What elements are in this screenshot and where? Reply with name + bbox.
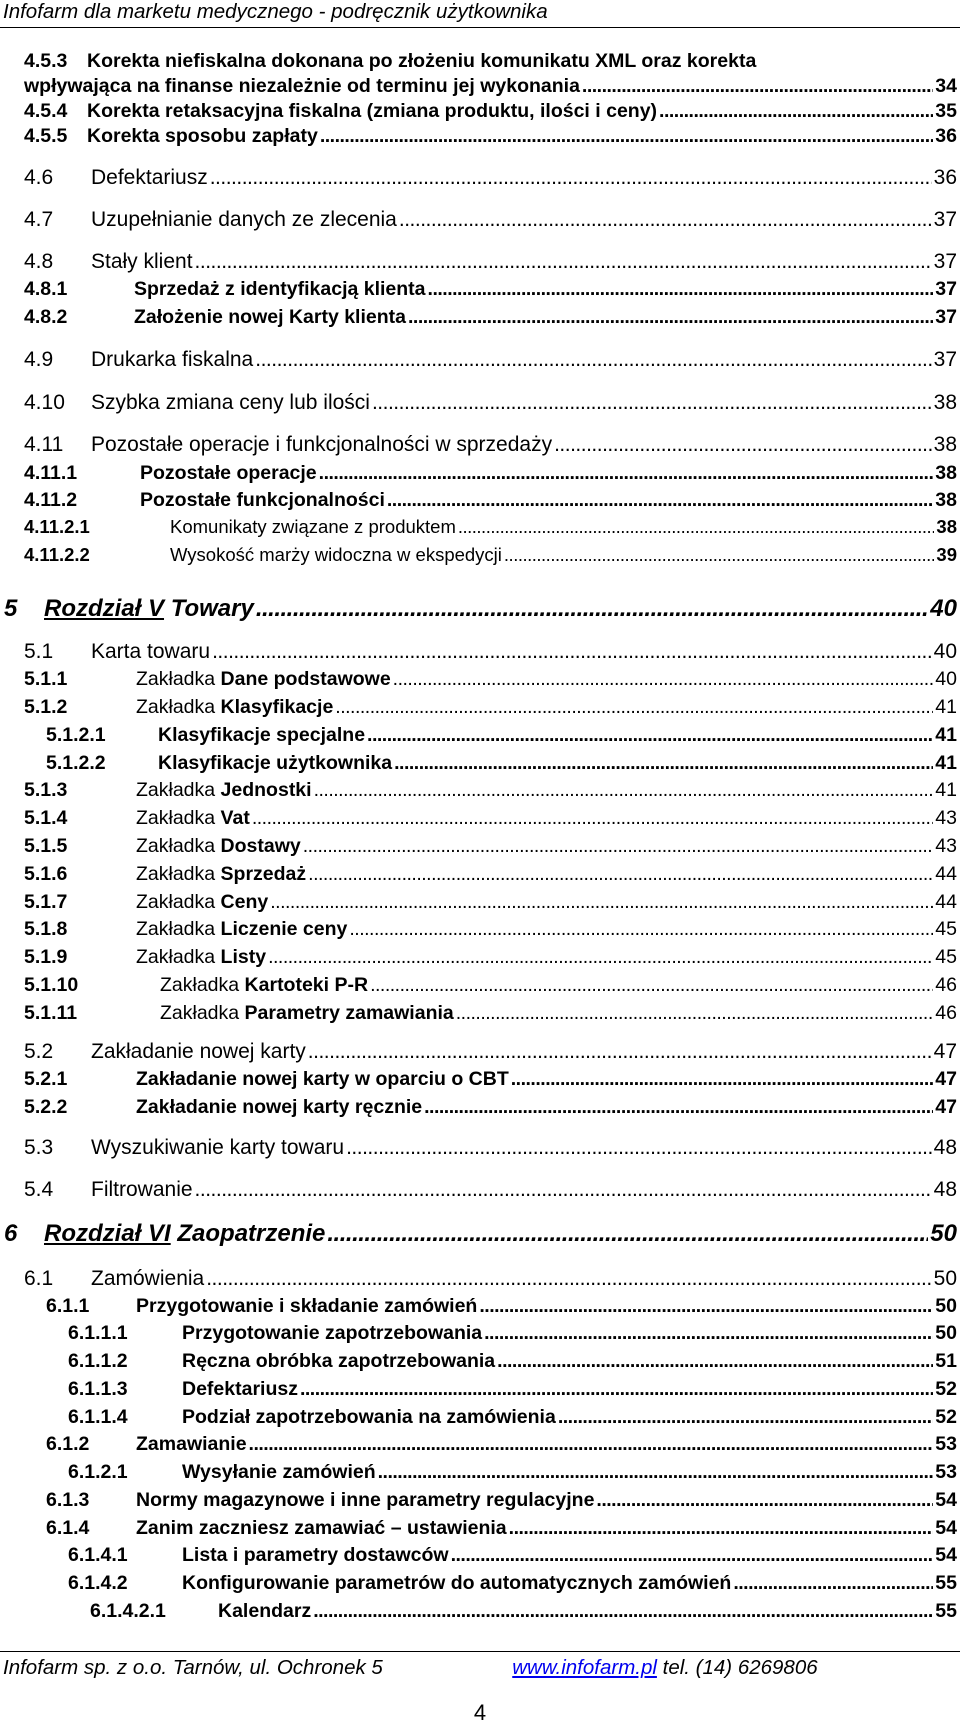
toc-entry-4-5-5[interactable] bbox=[24, 125, 957, 148]
toc-number: 5.1.3 bbox=[24, 779, 68, 801]
toc-title: Zanim zaczniesz zamawiać – ustawienia bbox=[136, 1517, 507, 1539]
toc-dot-leader bbox=[497, 1350, 933, 1373]
toc-entry-4-11-1[interactable] bbox=[24, 462, 957, 485]
toc-title: Karta towaru bbox=[91, 640, 211, 663]
toc-dot-leader bbox=[558, 1406, 933, 1429]
toc-title: Korekta sposobu zapłaty bbox=[87, 125, 318, 147]
toc-title: Zakładanie nowej karty w oparciu o CBT bbox=[136, 1068, 509, 1090]
toc-chapter-5[interactable] bbox=[4, 595, 957, 623]
toc-entry-5-4[interactable] bbox=[24, 1178, 957, 1202]
toc-page: 52 bbox=[935, 1406, 957, 1428]
toc-title-group bbox=[160, 1002, 454, 1025]
toc-title: Szybka zmiana ceny lub ilości bbox=[91, 391, 370, 414]
toc-title: Dane podstawowe bbox=[220, 668, 391, 690]
toc-dot-leader bbox=[370, 974, 933, 997]
toc-number: 4.11.2 bbox=[24, 489, 78, 511]
toc-page: 50 bbox=[935, 1295, 957, 1317]
toc-page: 34 bbox=[935, 75, 957, 97]
toc-title-part2: Towary bbox=[170, 595, 254, 622]
toc-title-group bbox=[136, 863, 306, 886]
toc-entry-5-1-9[interactable] bbox=[24, 946, 957, 969]
toc-number: 6.1.4 bbox=[46, 1517, 90, 1539]
toc-title: Zakładanie nowej karty bbox=[91, 1040, 306, 1063]
toc-number: 5.1.4 bbox=[24, 807, 68, 829]
toc-entry-6-1-1[interactable] bbox=[46, 1295, 957, 1318]
toc-entry-5-3[interactable] bbox=[24, 1136, 957, 1160]
toc-dot-leader bbox=[479, 1295, 933, 1318]
toc-number: 4.11.1 bbox=[24, 462, 78, 484]
toc-dot-leader bbox=[303, 835, 934, 858]
toc-page: 53 bbox=[935, 1461, 957, 1483]
toc-entry-4-11-2[interactable] bbox=[24, 489, 957, 512]
toc-entry-6-1-4-1[interactable] bbox=[68, 1544, 957, 1567]
toc-entry-6-1-1-2[interactable] bbox=[68, 1350, 957, 1373]
toc-number: 5.3 bbox=[24, 1136, 54, 1159]
toc-page: 38 bbox=[935, 489, 957, 511]
toc-prefix: Zakładka bbox=[136, 863, 216, 885]
toc-number: 5.1 bbox=[24, 640, 54, 663]
toc-title: Wyszukiwanie karty towaru bbox=[91, 1136, 345, 1159]
toc-title: Stały klient bbox=[91, 250, 193, 273]
toc-dot-leader bbox=[210, 166, 932, 190]
toc-dot-leader bbox=[327, 1220, 928, 1248]
toc-title: Dostawy bbox=[220, 835, 301, 857]
toc-title: Rozdział VI bbox=[44, 1220, 171, 1247]
toc-title: Komunikaty związane z produktem bbox=[170, 516, 456, 537]
toc-page: 43 bbox=[935, 835, 957, 857]
toc-title: Sprzedaż bbox=[220, 863, 307, 885]
toc-page: 38 bbox=[933, 391, 957, 414]
toc-title: Lista i parametry dostawców bbox=[182, 1544, 449, 1566]
toc-title: Defektariusz bbox=[182, 1378, 298, 1400]
toc-page: 46 bbox=[935, 974, 957, 996]
running-header: Infofarm dla marketu medycznego - podręcznik użytkownika bbox=[3, 0, 548, 23]
toc-dot-leader bbox=[408, 306, 933, 329]
toc-page: 51 bbox=[935, 1350, 957, 1372]
toc-page: 55 bbox=[935, 1600, 957, 1622]
toc-dot-leader bbox=[458, 516, 935, 538]
toc-number: 5.1.9 bbox=[24, 946, 68, 968]
toc-dot-leader bbox=[195, 250, 932, 274]
toc-number: 4.6 bbox=[24, 166, 54, 189]
toc-title-group bbox=[136, 668, 391, 691]
toc-entry-4-11[interactable] bbox=[24, 433, 957, 457]
toc-number: 6.1.1.4 bbox=[68, 1406, 128, 1428]
toc-dot-leader bbox=[378, 1461, 934, 1484]
toc-number: 5.1.2.2 bbox=[46, 752, 106, 774]
toc-number: 5.1.5 bbox=[24, 835, 68, 857]
toc-dot-leader bbox=[659, 100, 933, 123]
toc-entry-4-9[interactable] bbox=[24, 348, 957, 372]
toc-prefix: Zakładka bbox=[136, 835, 216, 857]
toc-number: 5.1.11 bbox=[24, 1002, 78, 1024]
toc-dot-leader bbox=[456, 1002, 934, 1025]
toc-title: Wysokość marży widoczna w ekspedycji bbox=[170, 544, 502, 565]
toc-dot-leader bbox=[394, 752, 933, 775]
toc-title-group bbox=[136, 835, 301, 858]
toc-page: 47 bbox=[933, 1040, 957, 1063]
toc-page: 46 bbox=[935, 1002, 957, 1024]
toc-number: 6.1.1 bbox=[46, 1295, 90, 1317]
toc-page: 40 bbox=[930, 595, 957, 622]
toc-page: 50 bbox=[933, 1267, 957, 1290]
toc-title: Pozostałe operacje i funkcjonalności w sprzedaży bbox=[91, 433, 553, 456]
toc-dot-leader bbox=[554, 433, 932, 457]
toc-page: 54 bbox=[935, 1517, 957, 1539]
toc-title-group bbox=[160, 974, 368, 997]
toc-title-group bbox=[136, 891, 268, 914]
toc-dot-leader bbox=[314, 779, 934, 802]
toc-entry-5-1-7[interactable] bbox=[24, 891, 957, 914]
toc-dot-leader bbox=[504, 544, 935, 566]
toc-title: Listy bbox=[220, 946, 267, 968]
toc-dot-leader bbox=[206, 1267, 931, 1291]
toc-page: 36 bbox=[933, 166, 957, 189]
toc-title: Parametry zamawiania bbox=[244, 1002, 454, 1024]
toc-number: 4.5.5 bbox=[24, 125, 68, 147]
toc-title: Kartoteki P-R bbox=[244, 974, 369, 996]
toc-page: 52 bbox=[935, 1378, 957, 1400]
toc-title-part2: Zaopatrzenie bbox=[177, 1220, 326, 1247]
toc-number: 5.1.2.1 bbox=[46, 724, 106, 746]
toc-page: 47 bbox=[935, 1068, 957, 1090]
toc-dot-leader bbox=[484, 1322, 933, 1345]
toc-dot-leader bbox=[319, 462, 934, 485]
toc-number: 4.11 bbox=[24, 433, 64, 456]
toc-page: 41 bbox=[935, 752, 957, 774]
toc-entry-4-11-2-2[interactable] bbox=[24, 544, 957, 566]
toc-page: 54 bbox=[935, 1544, 957, 1566]
toc-title-group bbox=[136, 696, 333, 719]
toc-entry-4-10[interactable] bbox=[24, 391, 957, 415]
toc-dot-leader bbox=[249, 1433, 934, 1456]
toc-title: Ceny bbox=[220, 891, 269, 913]
toc-entry-5-1-6[interactable] bbox=[24, 863, 957, 886]
toc-number: 4.5.3 bbox=[24, 50, 68, 72]
toc-entry-5-1-1[interactable] bbox=[24, 668, 957, 691]
toc-dot-leader bbox=[268, 946, 933, 969]
toc-dot-leader bbox=[308, 1040, 932, 1064]
toc-entry-5-1-11[interactable] bbox=[24, 1002, 957, 1025]
toc-page: 50 bbox=[935, 1322, 957, 1344]
toc-dot-leader bbox=[300, 1378, 933, 1401]
toc-page: 35 bbox=[935, 100, 957, 122]
toc-dot-leader bbox=[320, 125, 933, 148]
toc-title: Zakładanie nowej karty ręcznie bbox=[136, 1096, 423, 1118]
toc-title-group bbox=[44, 595, 254, 623]
toc-number: 4.8.1 bbox=[24, 278, 68, 300]
footer-company: Infofarm sp. z o.o. Tarnów, ul. Ochronek 5 bbox=[3, 1656, 383, 1679]
header-rule bbox=[0, 27, 960, 28]
toc-page: 38 bbox=[935, 462, 957, 484]
toc-dot-leader bbox=[367, 724, 933, 747]
toc-number: 5 bbox=[4, 595, 18, 622]
toc-entry-4-11-2-1[interactable] bbox=[24, 516, 957, 538]
toc-title-group bbox=[44, 1220, 325, 1248]
toc-entry-6-1-4[interactable] bbox=[46, 1517, 957, 1540]
toc-entry-4-5-3[interactable] bbox=[24, 50, 957, 73]
toc-page: 41 bbox=[935, 779, 957, 801]
toc-dot-leader bbox=[349, 918, 933, 941]
toc-prefix: Zakładka bbox=[136, 918, 216, 940]
toc-title: Jednostki bbox=[220, 779, 312, 801]
toc-title: Zamawianie bbox=[136, 1433, 247, 1455]
toc-dot-leader bbox=[212, 640, 932, 664]
toc-number: 4.7 bbox=[24, 208, 54, 231]
toc-prefix: Zakładka bbox=[136, 668, 216, 690]
toc-number: 5.1.8 bbox=[24, 918, 68, 940]
toc-title: Defektariusz bbox=[91, 166, 208, 189]
toc-entry-4-8-2[interactable] bbox=[24, 306, 957, 329]
toc-page: 48 bbox=[933, 1178, 957, 1201]
toc-dot-leader bbox=[424, 1096, 933, 1119]
page-number: 4 bbox=[473, 1700, 487, 1725]
toc-dot-leader bbox=[255, 348, 931, 372]
toc-entry-6-1-1-3[interactable] bbox=[68, 1378, 957, 1401]
toc-number: 6.1.4.2 bbox=[68, 1572, 128, 1594]
page-footer bbox=[3, 1656, 958, 1680]
toc-title: Zamówienia bbox=[91, 1267, 205, 1290]
toc-page: 40 bbox=[933, 640, 957, 663]
toc-page: 37 bbox=[935, 278, 957, 300]
toc-title: Normy magazynowe i inne parametry regulacyjne bbox=[136, 1489, 595, 1511]
toc-prefix: Zakładka bbox=[136, 696, 216, 718]
toc-title: Przygotowanie zapotrzebowania bbox=[182, 1322, 483, 1344]
toc-entry-6-1-1-1[interactable] bbox=[68, 1322, 957, 1345]
toc-page: 39 bbox=[936, 544, 957, 565]
toc-title: Liczenie ceny bbox=[220, 918, 348, 940]
toc-page: 54 bbox=[935, 1489, 957, 1511]
toc-dot-leader bbox=[399, 208, 932, 232]
toc-entry-4-6[interactable] bbox=[24, 166, 957, 190]
toc-page: 48 bbox=[933, 1136, 957, 1159]
toc-title: Ręczna obróbka zapotrzebowania bbox=[182, 1350, 496, 1372]
toc-title: Korekta retaksacyjna fiskalna (zmiana produktu, ilości i ceny) bbox=[87, 100, 658, 122]
toc-dot-leader bbox=[256, 595, 928, 623]
toc-page: 41 bbox=[935, 696, 957, 718]
toc-number: 6.1.1.2 bbox=[68, 1350, 128, 1372]
toc-entry-5-1-8[interactable] bbox=[24, 918, 957, 941]
toc-dot-leader bbox=[596, 1489, 933, 1512]
toc-number: 5.2.1 bbox=[24, 1068, 68, 1090]
toc-entry-5-1-2-2[interactable] bbox=[46, 752, 957, 775]
toc-page: 37 bbox=[933, 208, 957, 231]
toc-title: Drukarka fiskalna bbox=[91, 348, 254, 371]
toc-number: 5.1.2 bbox=[24, 696, 68, 718]
toc-page: 37 bbox=[933, 250, 957, 273]
toc-number: 6.1 bbox=[24, 1267, 54, 1290]
toc-dot-leader bbox=[451, 1544, 934, 1567]
footer-phone: tel. (14) 6269806 bbox=[662, 1656, 818, 1679]
toc-entry-6-1-2-1[interactable] bbox=[68, 1461, 957, 1484]
toc-title: Przygotowanie i składanie zamówień bbox=[136, 1295, 478, 1317]
toc-page: 44 bbox=[935, 891, 957, 913]
toc-title: Założenie nowej Karty klienta bbox=[134, 306, 406, 328]
toc-number: 6.1.2 bbox=[46, 1433, 90, 1455]
toc-title: Rozdział V bbox=[44, 595, 165, 622]
toc-entry-6-1-1-4[interactable] bbox=[68, 1406, 957, 1429]
toc-entry-4-8[interactable] bbox=[24, 250, 957, 274]
toc-page: 36 bbox=[935, 125, 957, 147]
toc-dot-leader bbox=[308, 863, 933, 886]
toc-title: Sprzedaż z identyfikacją klienta bbox=[134, 278, 426, 300]
toc-entry-4-5-3-continued[interactable] bbox=[24, 75, 957, 98]
toc-title: Klasyfikacje bbox=[220, 696, 334, 718]
toc-number: 5.1.10 bbox=[24, 974, 79, 996]
toc-dot-leader bbox=[428, 278, 934, 301]
toc-page: 50 bbox=[930, 1220, 957, 1247]
toc-title: Pozostałe operacje bbox=[140, 462, 317, 484]
toc-entry-5-1[interactable] bbox=[24, 640, 957, 664]
toc-page: 44 bbox=[935, 863, 957, 885]
toc-entry-6-1-4-2[interactable] bbox=[68, 1572, 957, 1595]
toc-dot-leader bbox=[372, 391, 932, 415]
toc-dot-leader bbox=[733, 1572, 933, 1595]
toc-number: 6.1.1.1 bbox=[68, 1322, 128, 1344]
footer-website-link[interactable]: www.infofarm.pl bbox=[512, 1656, 657, 1679]
toc-title: Vat bbox=[220, 807, 250, 829]
toc-dot-leader bbox=[195, 1178, 932, 1202]
toc-prefix: Zakładka bbox=[136, 891, 216, 913]
toc-page: 55 bbox=[935, 1572, 957, 1594]
toc-dot-leader bbox=[511, 1068, 934, 1091]
toc-page: 38 bbox=[936, 516, 957, 537]
toc-number: 5.4 bbox=[24, 1178, 54, 1201]
toc-number: 5.2 bbox=[24, 1040, 54, 1063]
toc-entry-5-1-2-1[interactable] bbox=[46, 724, 957, 747]
toc-entry-5-2[interactable] bbox=[24, 1040, 957, 1064]
toc-entry-6-1-4-2-1[interactable] bbox=[90, 1600, 957, 1623]
toc-page: 45 bbox=[935, 946, 957, 968]
toc-title-group bbox=[136, 807, 250, 830]
toc-number: 6 bbox=[4, 1220, 18, 1247]
toc-prefix: Zakładka bbox=[160, 1002, 240, 1024]
toc-title-continued: wpływająca na finanse niezależnie od terminu jej wykonania bbox=[24, 75, 580, 97]
toc-dot-leader bbox=[509, 1517, 934, 1540]
toc-entry-5-1-2[interactable] bbox=[24, 696, 957, 719]
toc-dot-leader bbox=[335, 696, 933, 719]
toc-title: Filtrowanie bbox=[91, 1178, 193, 1201]
toc-page: 45 bbox=[935, 918, 957, 940]
toc-number: 5.1.6 bbox=[24, 863, 68, 885]
toc-title: Konfigurowanie parametrów do automatycznych zamówień bbox=[182, 1572, 732, 1594]
toc-dot-leader bbox=[346, 1136, 932, 1160]
toc-number: 6.1.1.3 bbox=[68, 1378, 128, 1400]
toc-entry-6-1[interactable] bbox=[24, 1267, 957, 1291]
toc-entry-5-2-2[interactable] bbox=[24, 1096, 957, 1119]
toc-dot-leader bbox=[270, 891, 933, 914]
toc-entry-5-2-1[interactable] bbox=[24, 1068, 957, 1091]
toc-title: Korekta niefiskalna dokonana po złożeniu komunikatu XML oraz korekta bbox=[87, 50, 757, 72]
toc-title-group bbox=[136, 779, 312, 802]
toc-title: Klasyfikacje specjalne bbox=[158, 724, 366, 746]
toc-page: 41 bbox=[935, 724, 957, 746]
footer-rule bbox=[0, 1651, 960, 1652]
toc-title: Wysyłanie zamówień bbox=[182, 1461, 376, 1483]
toc-number: 6.1.2.1 bbox=[68, 1461, 128, 1483]
toc-page: 43 bbox=[935, 807, 957, 829]
toc-title-group bbox=[136, 918, 347, 941]
toc-prefix: Zakładka bbox=[136, 807, 216, 829]
toc-number: 5.1.1 bbox=[24, 668, 68, 690]
toc-dot-leader bbox=[252, 807, 933, 830]
toc-chapter-6[interactable] bbox=[4, 1220, 957, 1248]
toc-page: 37 bbox=[933, 348, 957, 371]
toc-title: Uzupełnianie danych ze zlecenia bbox=[91, 208, 397, 231]
toc-page: 40 bbox=[935, 668, 957, 690]
toc-prefix: Zakładka bbox=[160, 974, 240, 996]
toc-prefix: Zakładka bbox=[136, 946, 216, 968]
toc-title: Pozostałe funkcjonalności bbox=[140, 489, 385, 511]
toc-page: 38 bbox=[933, 433, 957, 456]
toc-dot-leader bbox=[582, 75, 933, 98]
toc-number: 4.11.2.1 bbox=[24, 516, 90, 537]
toc-number: 5.1.7 bbox=[24, 891, 68, 913]
toc-number: 6.1.4.1 bbox=[68, 1544, 128, 1566]
toc-number: 6.1.3 bbox=[46, 1489, 90, 1511]
toc-dot-leader bbox=[387, 489, 933, 512]
toc-entry-4-8-1[interactable] bbox=[24, 278, 957, 301]
toc-entry-5-1-3[interactable] bbox=[24, 779, 957, 802]
toc-dot-leader bbox=[313, 1600, 933, 1623]
toc-page: 53 bbox=[935, 1433, 957, 1455]
toc-prefix: Zakładka bbox=[136, 779, 216, 801]
toc-title: Klasyfikacje użytkownika bbox=[158, 752, 393, 774]
toc-page: 37 bbox=[935, 306, 957, 328]
toc-number: 4.8 bbox=[24, 250, 54, 273]
toc-number: 4.8.2 bbox=[24, 306, 68, 328]
toc-entry-6-1-3[interactable] bbox=[46, 1489, 957, 1512]
toc-number: 4.10 bbox=[24, 391, 65, 414]
toc-number: 4.9 bbox=[24, 348, 54, 371]
toc-entry-5-1-10[interactable] bbox=[24, 974, 957, 997]
toc-number: 6.1.4.2.1 bbox=[90, 1600, 166, 1622]
toc-entry-6-1-2[interactable] bbox=[46, 1433, 957, 1456]
toc-number: 5.2.2 bbox=[24, 1096, 68, 1118]
toc-entry-5-1-4[interactable] bbox=[24, 807, 957, 830]
toc-title: Kalendarz bbox=[218, 1600, 312, 1622]
toc-number: 4.5.4 bbox=[24, 100, 68, 122]
toc-entry-4-5-4[interactable] bbox=[24, 100, 957, 123]
toc-title: Podział zapotrzebowania na zamówienia bbox=[182, 1406, 556, 1428]
toc-entry-5-1-5[interactable] bbox=[24, 835, 957, 858]
toc-dot-leader bbox=[393, 668, 934, 691]
toc-number: 4.11.2.2 bbox=[24, 544, 90, 565]
toc-page: 47 bbox=[935, 1096, 957, 1118]
toc-entry-4-7[interactable] bbox=[24, 208, 957, 232]
toc-title-group bbox=[136, 946, 266, 969]
